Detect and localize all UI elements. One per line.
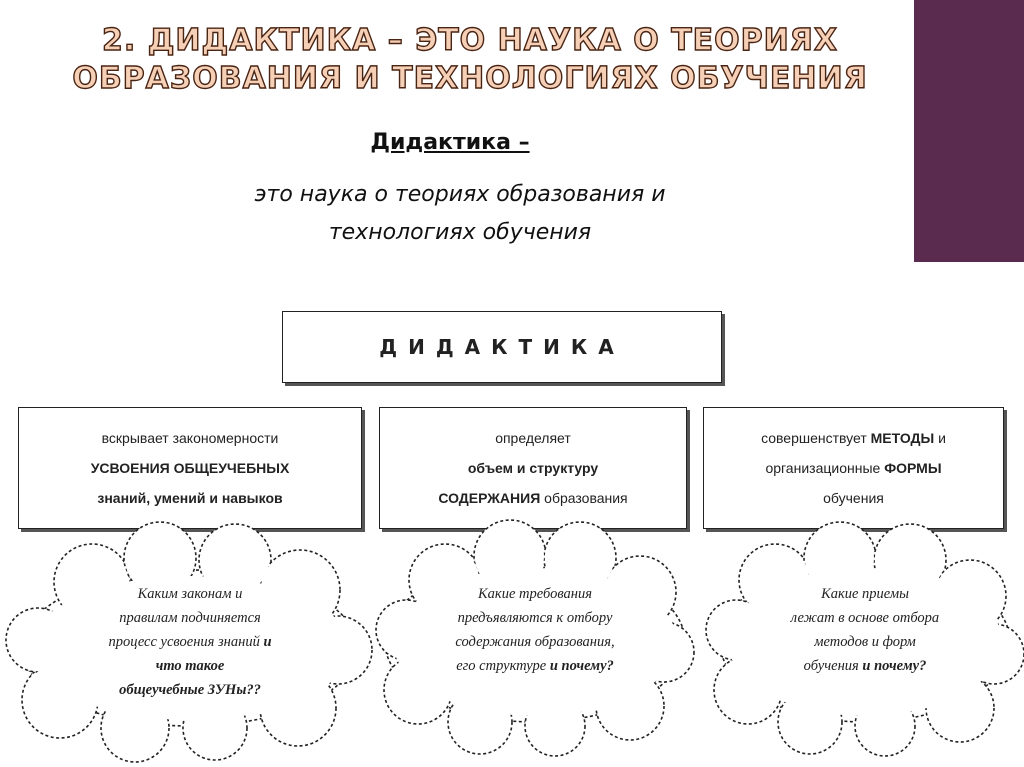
function-methods-line1-plain: совершенствует: [761, 430, 871, 446]
slide-title-line1: 2. ДИДАКТИКА – ЭТО НАУКА О ТЕОРИЯХ: [102, 23, 838, 58]
definition-line1: это наука о теориях образования и: [254, 182, 666, 207]
function-methods-line1-rest: и: [934, 430, 946, 446]
question-content-line4-plain: его структуре: [456, 658, 550, 674]
definition-line2: технологиях обучения: [328, 220, 592, 245]
question-laws-line1: Каким законам и: [137, 586, 243, 602]
function-laws-line2: УСВОЕНИЯ ОБЩЕУЧЕБНЫХ: [90, 460, 290, 476]
root-label: ДИДАКТИКА: [379, 335, 625, 359]
question-methods-line3: методов и форм: [814, 634, 916, 650]
function-content-line3-rest: образования: [540, 490, 628, 506]
function-laws-line3: знаний, умений и навыков: [97, 490, 283, 506]
function-content-line3-bold: СОДЕРЖАНИЯ: [438, 490, 541, 506]
function-methods-line1-bold: МЕТОДЫ: [870, 430, 935, 446]
cloud-question-methods: [720, 582, 1010, 678]
function-methods-line2-bold: ФОРМЫ: [884, 460, 942, 476]
question-methods-line1: Какие приемы: [821, 586, 909, 602]
question-content-line4-bold: и почему?: [549, 658, 614, 674]
term-heading: Дидактика –: [370, 130, 530, 155]
question-laws-line5: общеучебные ЗУНы??: [119, 682, 261, 698]
question-methods-line4-bold: и почему?: [862, 658, 927, 674]
question-content-line1: Какие требования: [478, 586, 592, 602]
question-laws-line3-bold: и: [263, 634, 272, 650]
question-laws-line2: правилам подчиняется: [119, 610, 261, 626]
question-content-line3: содержания образования,: [455, 634, 615, 650]
question-methods-line4-plain: обучения: [803, 658, 863, 674]
function-methods-line2-plain: организационные: [765, 460, 885, 476]
question-content-line2: предъявляются к отбору: [457, 610, 613, 626]
function-content-line2: объем и структуру: [467, 460, 599, 476]
cloud-question-content: [390, 582, 680, 678]
question-laws-line3-plain: процесс усвоения знаний: [108, 634, 264, 650]
function-content-line1: определяет: [495, 430, 571, 446]
slide-title-line2: ОБРАЗОВАНИЯ И ТЕХНОЛОГИЯХ ОБУЧЕНИЯ: [72, 61, 868, 96]
question-laws-line4: что такое: [155, 658, 225, 674]
question-methods-line2: лежат в основе отбора: [790, 610, 940, 626]
cloud-question-laws: [40, 582, 340, 702]
function-laws-line1: вскрывает закономерности: [101, 430, 279, 446]
function-methods-line3: обучения: [823, 490, 884, 506]
